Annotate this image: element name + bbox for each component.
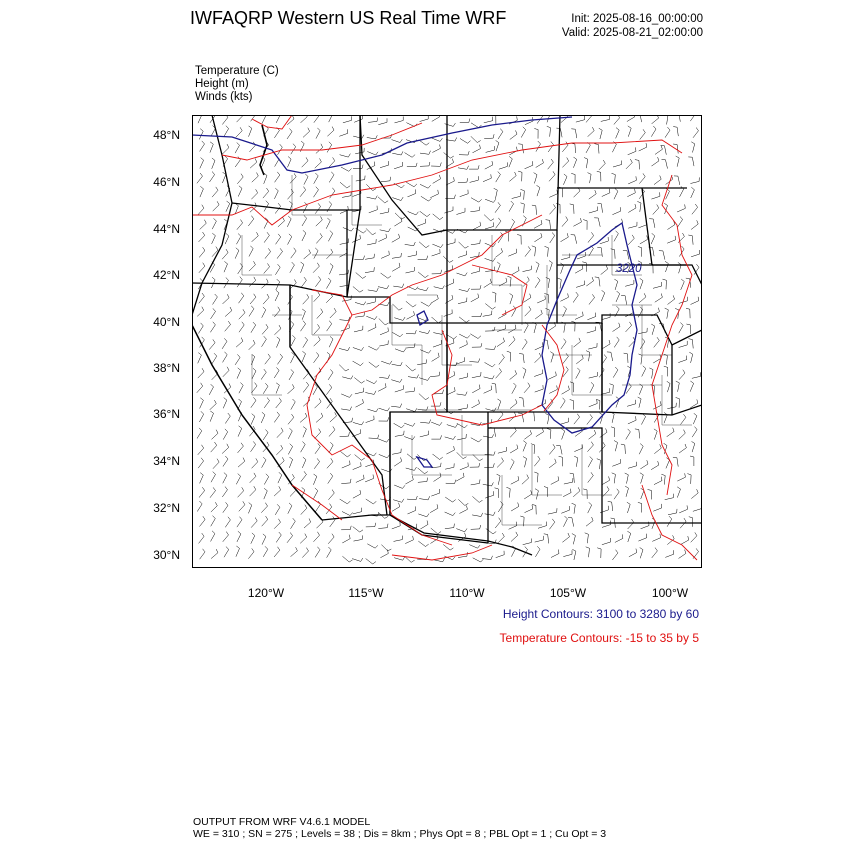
valid-time: Valid: 2025-08-21_02:00:00 bbox=[561, 27, 703, 39]
wind-barbs bbox=[197, 115, 702, 564]
model-info-line-1: OUTPUT FROM WRF V4.6.1 MODEL bbox=[193, 816, 371, 828]
height-contours bbox=[192, 117, 637, 467]
lon-label-110: 110°W bbox=[449, 586, 485, 600]
variable-winds: Winds (kts) bbox=[195, 91, 253, 103]
wind-barb-field bbox=[197, 115, 702, 564]
map-panel bbox=[192, 115, 702, 568]
lon-label-105: 105°W bbox=[549, 586, 587, 600]
lon-label-120: 120°W bbox=[247, 586, 285, 600]
lat-label-34: 34°N bbox=[153, 454, 180, 468]
lon-label-115: 115°W bbox=[348, 586, 384, 600]
height-contour-label: 3220 bbox=[616, 263, 642, 275]
height-contour-legend: Height Contours: 3100 to 3280 by 60 bbox=[502, 607, 699, 621]
temperature-contour-legend: Temperature Contours: -15 to 35 by 5 bbox=[499, 631, 699, 645]
model-info-line-2: WE = 310 ; SN = 275 ; Levels = 38 ; Dis = 8km ; Phys Opt = 8 ; PBL Opt = 1 ; Cu Opt = 3 bbox=[193, 828, 607, 840]
lat-label-42: 42°N bbox=[153, 268, 180, 282]
lat-label-48: 48°N bbox=[153, 128, 180, 142]
lat-label-36: 36°N bbox=[153, 407, 180, 421]
lat-label-38: 38°N bbox=[153, 361, 180, 375]
variable-height: Height (m) bbox=[195, 78, 249, 90]
variable-temperature: Temperature (C) bbox=[195, 65, 279, 77]
lat-label-30: 30°N bbox=[153, 548, 180, 562]
lat-label-44: 44°N bbox=[153, 222, 180, 236]
lat-label-46: 46°N bbox=[153, 175, 180, 189]
plot-title: IWFAQRP Western US Real Time WRF bbox=[190, 8, 507, 28]
county-lines bbox=[242, 175, 692, 525]
temperature-contours bbox=[192, 115, 697, 560]
lon-label-100: 100°W bbox=[651, 586, 689, 600]
lat-label-32: 32°N bbox=[153, 501, 180, 515]
lat-label-40: 40°N bbox=[153, 315, 180, 329]
init-time: Init: 2025-08-16_00:00:00 bbox=[571, 13, 703, 25]
state-borders bbox=[192, 115, 702, 555]
